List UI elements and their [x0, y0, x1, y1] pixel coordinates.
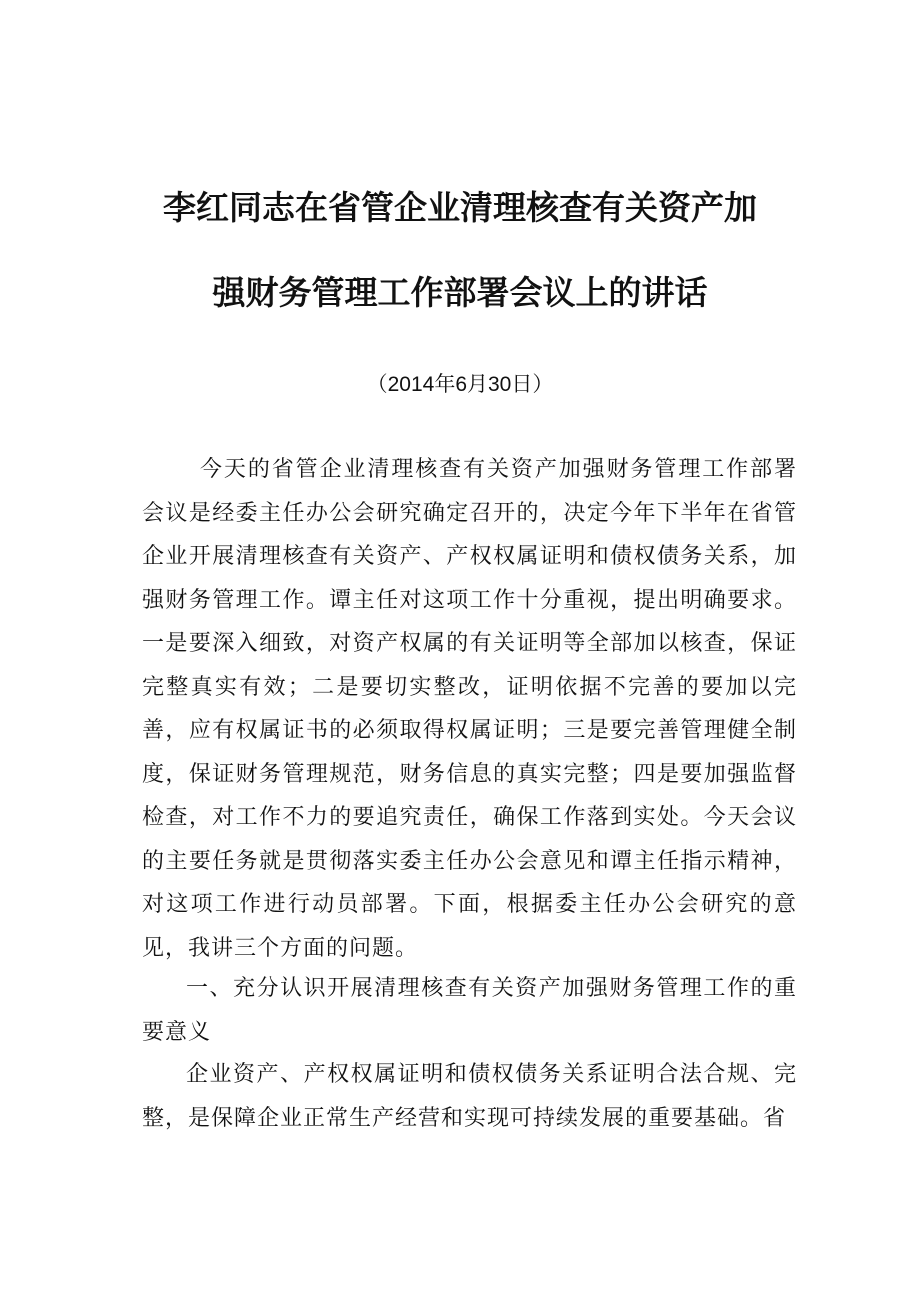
section-heading-one: 一、充分认识开展清理核查有关资产加强财务管理工作的重要意义 [142, 976, 797, 1045]
document-title-line-1: 李红同志在省管企业清理核查有关资产加 [163, 188, 757, 227]
body-section-intro [142, 448, 797, 970]
document-date: （2014年6月30日） [366, 373, 554, 396]
paragraph-section-one: 企业资产、产权权属证明和债权债务关系证明合法合规、完整，是保障企业正常生产经营和实现可持续发展的重要基础。省 [142, 1062, 797, 1131]
body-section-content [142, 1053, 797, 1140]
document-title-line-2: 强财务管理工作部署会议上的讲话 [212, 273, 708, 312]
body-section-heading [142, 967, 797, 1054]
paragraph-intro: 今天的省管企业清理核查有关资产加强财务管理工作部署会议是经委主任办公会研究确定召开的，决定今年下半年在省管企业开展清理核查有关资产、产权权属证明和债权债务关系，加强财务管理工作。谭主任对这项工作十分重视，提出明确要求。一是要深入细致，对资产权属的有关证明等全部加以核查，保证完整真实有效；二是要切实整改，证明依据不完善的要加以完善，应有权属证书的必须取得权属证明；三是要完善管理健全制度，保证财务管理规范，财务信息的真实完整；四是要加强监督检查，对工作不力的要追究责任，确保工作落到实处。今天会议的主要任务就是贯彻落实委主任办公会意见和谭主任指示精神，对这项工作进行动员部署。下面，根据委主任办公会研究的意见，我讲三个方面的问题。 [142, 457, 797, 961]
